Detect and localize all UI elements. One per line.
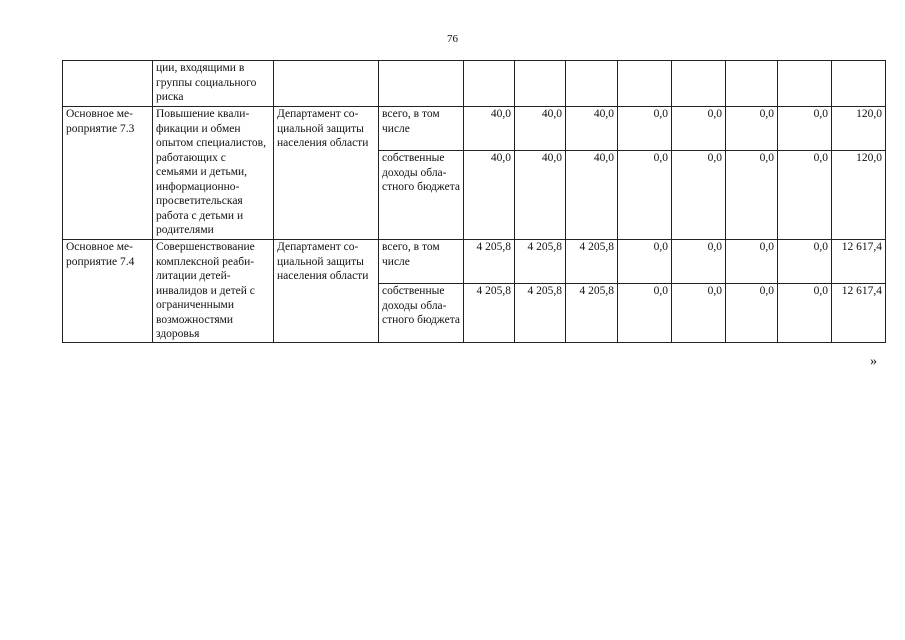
cell-source: собственные доходы областного бюджета [379,284,464,343]
cell-value: 0,0 [726,151,778,240]
cell-value [515,61,566,107]
cell-value: 4 205,8 [464,284,515,343]
cell-value [464,61,515,107]
cell-description: Совершенствование комплексной реабилитации детей-инвалидов и детей с ограниченными возможностями здоровья [153,240,274,343]
cell-value: 0,0 [618,107,672,151]
cell-value: 4 205,8 [515,284,566,343]
cell-value: 40,0 [464,107,515,151]
cell-value: 120,0 [832,151,886,240]
cell-measure: Основное мероприятие 7.3 [63,107,153,240]
cell-value: 40,0 [464,151,515,240]
cell-value: 12 617,4 [832,284,886,343]
cell-measure: Основное мероприятие 7.4 [63,240,153,343]
cell-value [778,61,832,107]
cell-value: 0,0 [672,151,726,240]
cell-description: Повышение квалификации и обмен опытом специалистов, работающих с семьями и детьми, информационно-просветительская работа с детьми и родителями [153,107,274,240]
cell-executor: Департамент социальной защиты населения области [274,240,379,343]
cell-value: 4 205,8 [515,240,566,284]
cell-value: 0,0 [672,107,726,151]
cell-value: 40,0 [566,151,618,240]
cell-source: собственные доходы областного бюджета [379,151,464,240]
cell-value: 0,0 [618,151,672,240]
cell-source: всего, в том числе [379,240,464,284]
cell-value: 4 205,8 [464,240,515,284]
budget-table [62,60,886,343]
cell-value: 0,0 [778,151,832,240]
cell-value: 40,0 [515,107,566,151]
cell-executor [274,61,379,107]
cell-value: 0,0 [778,284,832,343]
closing-quote-mark: » [870,354,877,369]
table-row-measure-7-4-total [63,240,886,284]
cell-value: 0,0 [726,107,778,151]
table-row-measure-7-3-total [63,107,886,151]
table-row-continuation [63,61,886,107]
cell-description: ции, входящими в группы социального риска [153,61,274,107]
cell-value [672,61,726,107]
cell-measure [63,61,153,107]
page-number: 76 [447,33,458,45]
cell-value [566,61,618,107]
cell-value: 12 617,4 [832,240,886,284]
cell-value: 0,0 [672,240,726,284]
cell-value: 40,0 [515,151,566,240]
cell-value: 0,0 [778,240,832,284]
cell-source [379,61,464,107]
cell-value: 0,0 [618,240,672,284]
cell-value [618,61,672,107]
cell-value: 0,0 [618,284,672,343]
cell-value: 4 205,8 [566,240,618,284]
cell-value: 0,0 [726,240,778,284]
cell-value: 40,0 [566,107,618,151]
cell-value: 4 205,8 [566,284,618,343]
cell-value [726,61,778,107]
cell-value: 0,0 [672,284,726,343]
cell-source: всего, в том числе [379,107,464,151]
cell-executor: Департамент социальной защиты населения области [274,107,379,240]
cell-value: 120,0 [832,107,886,151]
cell-value: 0,0 [778,107,832,151]
cell-value: 0,0 [726,284,778,343]
cell-value [832,61,886,107]
